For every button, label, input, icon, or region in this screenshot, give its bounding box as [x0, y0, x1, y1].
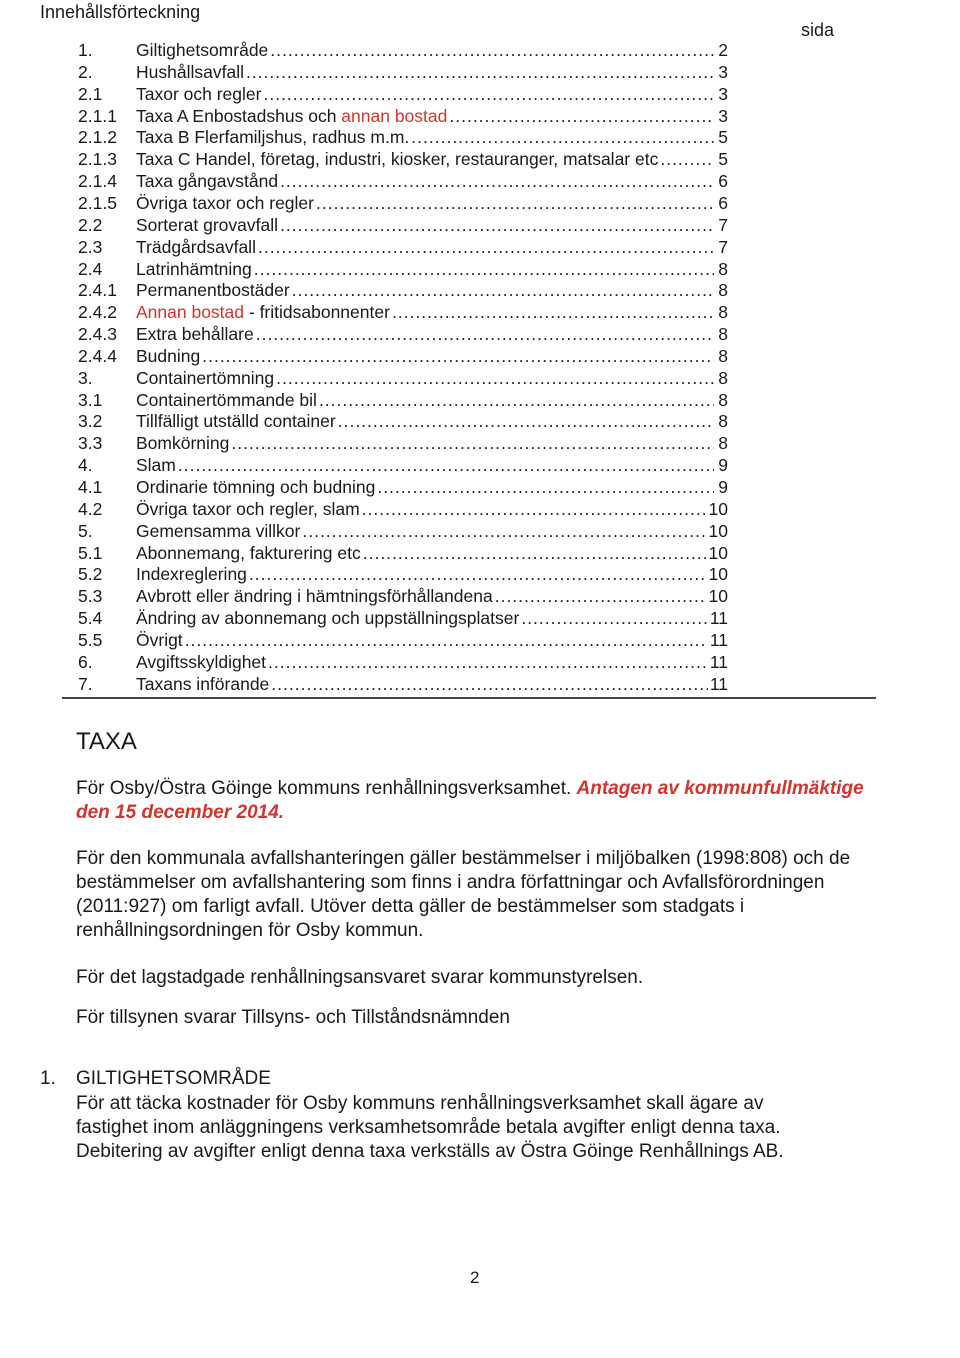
toc-dot-leader: [292, 280, 714, 301]
toc-dot-leader: [302, 521, 706, 542]
toc-entry-title: [136, 149, 658, 170]
toc-entry-number: 6.: [78, 651, 93, 672]
toc-entry-title: [136, 127, 409, 148]
toc-dot-leader: [268, 652, 708, 673]
toc-entry-page: 8: [718, 367, 728, 388]
toc-entry-number: 5.4: [78, 608, 103, 629]
toc-entry[interactable]: [78, 652, 728, 674]
toc-entry-page: 8: [718, 258, 728, 279]
toc-entry-page: 7: [718, 214, 728, 235]
toc-entry[interactable]: [78, 390, 728, 412]
toc-dot-leader: [185, 630, 708, 651]
toc-entry-page: 11: [709, 629, 728, 650]
toc-entry-title-text: Permanentbostäder: [136, 280, 290, 301]
toc-dot-leader: [316, 193, 714, 214]
toc-entry[interactable]: [78, 543, 728, 565]
toc-entry-page: 11: [709, 673, 728, 694]
toc-dot-leader: [263, 84, 714, 105]
toc-entry-number: 5.2: [78, 564, 103, 585]
toc-entry-title: [136, 433, 229, 454]
toc-entry-title: [136, 390, 317, 411]
toc-dot-leader: [271, 674, 708, 695]
taxa-intro-text: För Osby/Östra Göinge kommuns renhållningsverksamhet.: [76, 778, 577, 799]
toc-entry-title-text: Ordinarie tömning och budning: [136, 477, 376, 497]
toc-entry-title: [136, 368, 274, 389]
toc-entry-number: 5.3: [78, 586, 103, 607]
toc-entry-page: 8: [718, 433, 728, 454]
toc-entry[interactable]: [78, 608, 728, 630]
toc-entry-title: [136, 280, 290, 301]
toc-entry-page: 10: [708, 520, 728, 541]
toc-entry[interactable]: [78, 346, 728, 368]
toc-entry-page: 8: [718, 280, 728, 301]
toc-entry[interactable]: [78, 280, 728, 302]
toc-entry-title: [136, 259, 252, 280]
toc-entry[interactable]: [78, 193, 728, 215]
toc-entry[interactable]: [78, 302, 728, 324]
toc-dot-leader: [270, 40, 714, 61]
toc-entry-title-text: Gemensamma villkor: [136, 520, 301, 541]
toc-dot-leader: [411, 127, 714, 148]
toc-entry-title-text: Extra behållare: [136, 324, 254, 345]
toc-entry-number: 2.4.3: [78, 324, 117, 345]
toc-entry-title-text: Taxa gångavstånd: [136, 171, 279, 192]
toc-entry-number: 4.2: [78, 498, 103, 519]
toc-entry-page: 9: [718, 455, 728, 476]
toc-dot-leader: [256, 324, 714, 345]
toc-entry-title-text: Abonnemang, fakturering etc: [136, 542, 361, 563]
toc-entry-number: 3.: [78, 367, 93, 388]
toc-dot-leader: [362, 499, 707, 520]
toc-entry[interactable]: [78, 106, 728, 128]
toc-entry-title-text: Övrigt: [136, 629, 183, 650]
toc-dot-leader: [495, 586, 707, 607]
toc-entry[interactable]: [78, 521, 728, 543]
toc-entry-title-text: Taxa B Flerfamiljshus, radhus m.m.: [136, 127, 410, 148]
toc-entry[interactable]: [78, 455, 728, 477]
toc-entry-title: [136, 630, 183, 651]
toc-entry-title: [136, 302, 390, 323]
toc-entry-page: 8: [718, 302, 728, 323]
toc-entry-page: 10: [708, 564, 728, 585]
toc-entry-title-text: Ändring av abonnemang och uppställningsplatser: [136, 608, 520, 629]
toc-entry-number: 2.: [78, 61, 93, 82]
toc-entry[interactable]: [78, 477, 728, 499]
toc-entry-page: 8: [718, 411, 728, 432]
toc-entry-title-text: Övriga taxor och regler, slam: [136, 498, 360, 519]
toc-dot-leader: [449, 106, 714, 127]
toc-entry-number: 5.5: [78, 629, 103, 650]
section-1-heading: [40, 1068, 271, 1090]
toc-entry-page: 11: [709, 608, 728, 629]
toc-dot-leader: [338, 411, 714, 432]
toc-entry-title: [136, 499, 360, 520]
taxa-paragraph-3: För tillsynen svarar Tillsyns- och Tillståndsnämnden: [76, 1007, 511, 1028]
toc-entry[interactable]: [78, 215, 728, 237]
toc-dot-leader: [280, 215, 714, 236]
toc-entry-title: [136, 521, 300, 542]
toc-dot-leader: [178, 455, 714, 476]
taxa-paragraph-2: För det lagstadgade renhållningsansvaret svarar kommunstyrelsen.: [76, 967, 644, 988]
toc-entry-title: [136, 106, 447, 127]
toc-heading: Innehållsförteckning: [40, 2, 201, 22]
toc-entry-title: [136, 193, 314, 214]
toc-dot-leader: [231, 433, 714, 454]
toc-entry-title: [136, 237, 256, 258]
toc-entry[interactable]: [78, 237, 728, 259]
toc-entry-title-text: Taxa A Enbostadshus och: [136, 105, 342, 126]
toc-entry-number: 7.: [78, 673, 93, 694]
toc-entry-page: 5: [718, 127, 728, 148]
toc-entry-page: 8: [718, 389, 728, 410]
toc-entry-page: 3: [718, 105, 728, 126]
toc-dot-leader: [202, 346, 714, 367]
toc-entry-number: 2.4.2: [78, 302, 117, 323]
toc-entry-page: 10: [708, 586, 728, 607]
toc-entry-title-text: Avbrott eller ändring i hämtningsförhållandena: [136, 586, 493, 607]
toc-entry-title: [136, 40, 268, 61]
toc-dot-leader: [258, 237, 714, 258]
toc-entry-number: 5.: [78, 520, 93, 541]
toc-entry[interactable]: [78, 171, 728, 193]
toc-entry-page: 8: [718, 324, 728, 345]
toc-entry-number: 2.1.3: [78, 149, 117, 170]
toc-entry-number: 3.2: [78, 411, 103, 432]
toc-entry-title: [136, 324, 254, 345]
toc-entry[interactable]: [78, 630, 728, 652]
toc-entry-number: 1.: [78, 40, 93, 60]
toc-dot-leader: [319, 390, 714, 411]
toc-entry-number: 2.1.2: [78, 127, 117, 148]
toc-entry-title-text: Slam: [136, 455, 176, 476]
toc-entry-page: 11: [709, 651, 728, 672]
toc-entry-title: [136, 171, 278, 192]
toc-entry-title: [136, 84, 261, 105]
toc-entry-title-text: - fritidsabonnenter: [244, 302, 390, 323]
toc-entry[interactable]: [78, 564, 728, 586]
toc-entry-number: 4.1: [78, 477, 103, 497]
toc-entry[interactable]: [78, 411, 728, 433]
page-column-label: sida: [801, 20, 835, 40]
section-divider: [62, 697, 876, 699]
toc-entry-number: 2.1.5: [78, 192, 117, 213]
toc-entry-title: [136, 564, 247, 585]
toc-entry[interactable]: [78, 324, 728, 346]
toc-entry-page: 7: [718, 236, 728, 257]
toc-entry-title: [136, 411, 336, 432]
toc-dot-leader: [377, 477, 714, 498]
toc-entry-title-text: Budning: [136, 345, 201, 366]
toc-entry-page: 10: [708, 542, 728, 563]
toc-entry-title-text: Giltighetsområde: [136, 40, 269, 60]
toc-entry-number: 3.1: [78, 389, 103, 410]
toc-entry-title-text: Containertömmande bil: [136, 389, 317, 410]
toc-entry-title-text: Trädgårdsavfall: [136, 236, 256, 257]
toc-entry[interactable]: [78, 127, 728, 149]
toc-entry-number: 2.4.4: [78, 345, 117, 366]
toc-entry-title: [136, 215, 278, 236]
toc-entry-page: 3: [718, 61, 728, 82]
toc-entry-title: [136, 455, 176, 476]
toc-entry[interactable]: [78, 433, 728, 455]
page-number: 2: [470, 1268, 480, 1287]
taxa-adoption-note: Antagen av kommunfullmäktige den 15 december 2014.: [76, 778, 864, 823]
taxa-paragraph-1: För den kommunala avfallshanteringen gäller bestämmelser i miljöbalken (1998:808) och de bestämmelser om avfallshantering som finns i andra författningar och Avfallsförordningen (2011:927) om farligt avfall. Utöver detta gäller de bestämmelser som stadgats i renhållningsordningen för Osby kommun.: [76, 848, 851, 941]
toc-entry[interactable]: [78, 674, 728, 696]
toc-entry-title: [136, 674, 269, 695]
toc-entry-title-text: Hushållsavfall: [136, 61, 244, 82]
toc-entry-title: [136, 543, 361, 564]
toc-entry-title-text: Sorterat grovavfall: [136, 214, 279, 235]
toc-dot-leader: [660, 149, 714, 170]
toc-entry-number: 2.1.4: [78, 171, 117, 192]
toc-entry-page: 3: [718, 83, 728, 104]
toc-dot-leader: [254, 259, 714, 280]
toc-entry-page: 10: [708, 498, 728, 519]
toc-dot-leader: [363, 543, 707, 564]
toc-entry-title: [136, 62, 244, 83]
toc-entry-number: 2.1: [78, 83, 103, 104]
toc-entry-number: 2.4: [78, 258, 103, 279]
toc-dot-leader: [249, 564, 707, 585]
toc-entry-title-text: Containertömning: [136, 367, 275, 388]
toc-entry[interactable]: [78, 499, 728, 521]
toc-dot-leader: [246, 62, 714, 83]
toc-entry-title: [136, 346, 200, 367]
taxa-intro: [76, 777, 876, 825]
toc-entry-page: 5: [718, 149, 728, 170]
toc-entry-title-text: Övriga taxor och regler: [136, 192, 314, 213]
toc-entry-title: [136, 608, 519, 629]
toc-entry-page: 2: [718, 40, 728, 60]
toc-entry[interactable]: [78, 62, 728, 84]
toc-entry-title-highlight: Annan bostad: [136, 302, 245, 323]
toc-entry[interactable]: [78, 149, 728, 171]
toc-entry-title: [136, 586, 493, 607]
toc-entry-number: 2.4.1: [78, 280, 117, 301]
toc-dot-leader: [392, 302, 714, 323]
toc-entry-number: 2.1.1: [78, 105, 117, 126]
toc-entry[interactable]: [78, 40, 728, 62]
toc-entry-title-text: Tillfälligt utställd container: [136, 411, 336, 432]
toc-entry-title-text: Taxans införande: [136, 673, 270, 694]
toc-entry-page: 9: [718, 477, 728, 497]
toc-entry-number: 2.3: [78, 236, 103, 257]
toc-entry[interactable]: [78, 368, 728, 390]
section-1-body: För att täcka kostnader för Osby kommuns renhållningsverksamhet skall ägare av fastighet inom anläggningens verksamhetsområde betala avgifter enligt denna taxa. Debitering av avgifter enligt denna taxa verkställs av Östra Göinge Renhållnings AB.: [76, 1093, 784, 1162]
toc-entry-number: 5.1: [78, 542, 103, 563]
toc-entry-title: [136, 652, 266, 673]
toc-entry-number: 2.2: [78, 214, 103, 235]
toc-entry[interactable]: [78, 586, 728, 608]
toc-entry-title: [136, 477, 375, 498]
toc-entry-title-highlight: annan bostad: [341, 105, 448, 126]
toc-entry[interactable]: [78, 84, 728, 106]
toc-entry-title-text: Bomkörning: [136, 433, 230, 454]
toc-entry-title-text: Taxa C Handel, företag, industri, kiosker, restauranger, matsalar etc: [136, 149, 659, 170]
toc-entry-title-text: Taxor och regler: [136, 83, 262, 104]
toc-entry-number: 3.3: [78, 433, 103, 454]
taxa-title: TAXA: [76, 728, 137, 755]
toc-entry-title-text: Latrinhämtning: [136, 258, 252, 279]
toc-entry-title-text: Indexreglering: [136, 564, 247, 585]
toc-entry-title-text: Avgiftsskyldighet: [136, 651, 267, 672]
toc-dot-leader: [521, 608, 708, 629]
toc-entry[interactable]: [78, 259, 728, 281]
toc-entry-page: 6: [718, 192, 728, 213]
toc-dot-leader: [276, 368, 714, 389]
toc-entry-number: 4.: [78, 455, 93, 476]
section-1-title: GILTIGHETSOMRÅDE: [76, 1068, 271, 1089]
toc-entry-page: 6: [718, 171, 728, 192]
toc-entry-page: 8: [718, 345, 728, 366]
toc-dot-leader: [280, 171, 714, 192]
section-1-number: 1.: [40, 1068, 56, 1089]
